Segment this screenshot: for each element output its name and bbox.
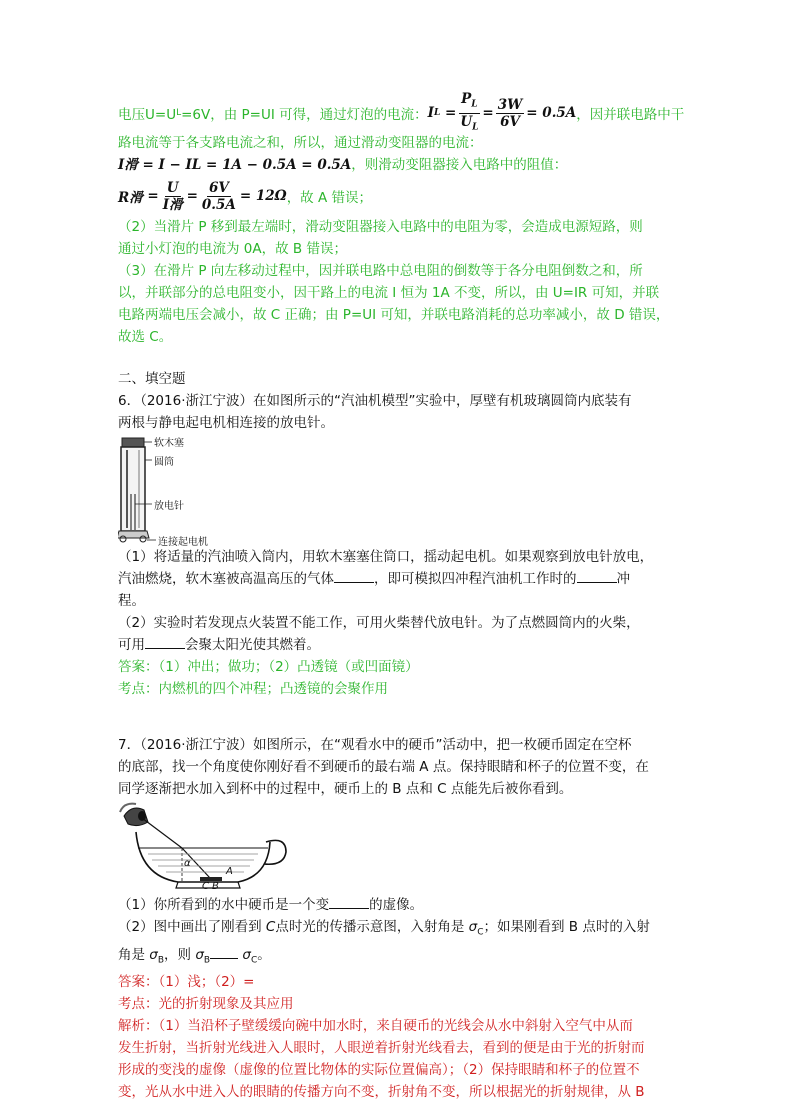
spacer: [118, 700, 678, 734]
text: = 0.5A: [526, 105, 577, 121]
text: （1）你所看到的水中硬币是一个变: [118, 897, 330, 913]
fig-label-c: C: [202, 881, 209, 892]
text: L: [433, 108, 441, 118]
answer-blank[interactable]: [577, 570, 617, 583]
text: = 12Ω: [239, 188, 287, 204]
text: L: [471, 99, 478, 110]
text: ，即可模拟四冲程汽油机工作时的: [374, 571, 577, 587]
text: P: [461, 90, 472, 107]
q6-figure: [118, 434, 678, 546]
section-title: 二、填空题: [118, 371, 186, 387]
text: I: [427, 105, 434, 121]
solution-line-1: [118, 90, 685, 133]
answer-blank[interactable]: [329, 896, 369, 909]
text: 的虚像。: [369, 897, 424, 913]
solution-p3-line-3: 电路两端电压会减小，故 C 正确；由 P=UI 可知，并联电路消耗的总功率减小，故 D 错误，: [118, 307, 670, 323]
fig-label-a: A: [226, 866, 233, 877]
fig-label-b: B: [212, 881, 219, 892]
text: 电压U=U: [118, 107, 177, 123]
text: ，因并联电路中干: [576, 107, 685, 123]
q6-sub1-line-3: 程。: [118, 593, 145, 609]
fig-label-needle: 放电针: [154, 501, 184, 512]
text: 可用: [118, 637, 145, 653]
text: =6V，由 P=UI 可得，通过灯泡的电流：: [181, 107, 428, 123]
q6-stem-line-2: 两根与静电起电机相连接的放电针。: [118, 415, 334, 431]
solution-line-4: [118, 176, 678, 216]
text: 。: [257, 946, 271, 963]
fraction: $\frac{U}{\text{I滑}}$: [162, 179, 183, 213]
text: L: [176, 108, 182, 118]
text: ，则: [164, 946, 196, 963]
q7-figure: [118, 802, 678, 894]
q7-stem-line-2: 的底部，找一个角度使你刚好看不到硬币的最右端 A 点。保持眼睛和杯子的位置不变，在: [118, 759, 649, 775]
q7-stem-line-1: 7．（2016·浙江宁波）如图所示，在“观看水中的硬币”活动中，把一枚硬币固定在空杯: [118, 737, 632, 753]
solution-p3-line-2: 以，并联部分的总电阻变小，因干路上的电流 I 恒为 1A 不变，所以，由 U=IR 可知，并联: [118, 285, 660, 301]
text: 点时光的传播示意图，入射角是: [275, 919, 469, 935]
q6-sub1-line-1: （1）将适量的汽油喷入筒内，用软木塞塞住筒口，摇动起电机。如果观察到放电针放电，: [118, 549, 654, 565]
fig-label-generator: 连接起电机: [158, 537, 208, 548]
q7-sub1: [118, 894, 678, 916]
equation-resistance: R滑 = $\frac{U}{\text{I滑}}$ = $\frac{6V}{0.5A}$ = 12Ω: [118, 179, 287, 213]
text: σ: [195, 946, 204, 963]
text: 冲: [616, 571, 630, 587]
solution-p3-line-1: （3）在滑片 P 向左移动过程中，因并联电路中总电阻的倒数等于各分电阻倒数之和，所: [118, 263, 643, 279]
answer-blank[interactable]: [334, 570, 374, 583]
q6-answer: 答案：（1）冲出；做功；（2）凸透镜（或凹面镜）: [118, 659, 419, 675]
solution-p2-line-2: 通过小灯泡的电流为 0A，故 B 错误；: [118, 241, 347, 257]
text: σ: [468, 919, 478, 935]
text: B: [203, 955, 211, 966]
text: σ: [242, 946, 251, 963]
text: ，故 A 错误；: [286, 190, 373, 206]
q6-sub2-line-2: [118, 634, 678, 656]
text: 汽油燃烧，软木塞被高温高压的气体: [118, 571, 334, 587]
text: C: [250, 955, 258, 966]
text: C: [477, 927, 484, 938]
fraction: $\frac{3W}{6V}$: [497, 96, 523, 130]
q7-point: 考点：光的折射现象及其应用: [118, 996, 294, 1013]
cylinder-diagram: [118, 434, 238, 546]
answer-blank[interactable]: [210, 946, 238, 959]
text: L: [472, 122, 479, 133]
fig-label-cork: 软木塞: [154, 438, 184, 449]
solution-line-3: [118, 154, 678, 176]
q7-sub2-line-1: [118, 916, 678, 944]
text: B: [157, 955, 165, 966]
fig-label-cylinder: 圆筒: [154, 457, 174, 468]
q7-sub2-line-2: [118, 944, 678, 972]
text: R滑: [118, 190, 143, 206]
text: ；如果刚看到 B 点时的入射: [483, 919, 650, 935]
solution-p3-line-4: 故选 C。: [118, 329, 173, 345]
document-page: [118, 90, 685, 1103]
text: ，则滑动变阻器接入电路中的阻值：: [351, 157, 568, 173]
text: 角是: [118, 946, 150, 963]
q7-explanation-line-3: 形成的变浅的虚像（虚像的位置比物体的实际位置偏高）；（2）保持眼睛和杯子的位置不: [118, 1062, 640, 1079]
q6-sub1-line-2: [118, 568, 678, 590]
text: （2）图中画出了刚看到: [118, 919, 266, 935]
q7-explanation-line-2: 发生折射，当折射光线进入人眼时，人眼逆着折射光线看去，看到的便是由于光的折射而: [118, 1040, 645, 1057]
fig-label-alpha: α: [184, 858, 191, 869]
text: 会聚太阳光使其燃着。: [185, 637, 320, 653]
fraction: $\frac{6V}{0.5A}$: [201, 179, 236, 213]
equation-current: I L = $\frac{P_L}{U_L}$ = $\frac{3W}{6V}$ = 0.5A: [428, 91, 577, 135]
text: U: [460, 113, 473, 130]
answer-blank[interactable]: [145, 636, 185, 649]
text: σ: [149, 946, 158, 963]
fraction: [458, 91, 480, 135]
q7-answer: 答案：（1）浅；（2）=: [118, 974, 255, 991]
text: C: [265, 919, 276, 935]
q7-stem-line-3: 同学逐渐把水加入到杯中的过程中，硬币上的 B 点和 C 点能先后被你看到。: [118, 781, 573, 797]
q6-stem-line-1: 6．（2016·浙江宁波）在如图所示的“汽油机模型”实验中，厚壁有机玻璃圆筒内底装有: [118, 393, 632, 409]
solution-p2-line-1: （2）当滑片 P 移到最左端时，滑动变阻器接入电路中的电阻为零，会造成电源短路，则: [118, 219, 643, 235]
q6-sub2-line-1: （2）实验时若发现点火装置不能工作，可用火柴替代放电针。为了点燃圆筒内的火柴，: [118, 615, 640, 631]
solution-line-2: 路电流等于各支路电流之和，所以，通过滑动变阻器的电流：: [118, 135, 483, 151]
spacer: [118, 348, 678, 368]
q7-explanation-line-1: 解析：（1）当沿杯子壁缓缓向碗中加水时，来自硬币的光线会从水中斜射入空气中从而: [118, 1018, 633, 1035]
q7-explanation-line-4: 变，光从水中进入人的眼睛的传播方向不变，折射角不变，所以根据光的折射规律，从 B: [118, 1084, 645, 1101]
q6-point: 考点：内燃机的四个冲程；凸透镜的会聚作用: [118, 681, 388, 697]
equation-slider-current: I滑 = I − IL = 1A − 0.5A = 0.5A: [118, 157, 352, 173]
